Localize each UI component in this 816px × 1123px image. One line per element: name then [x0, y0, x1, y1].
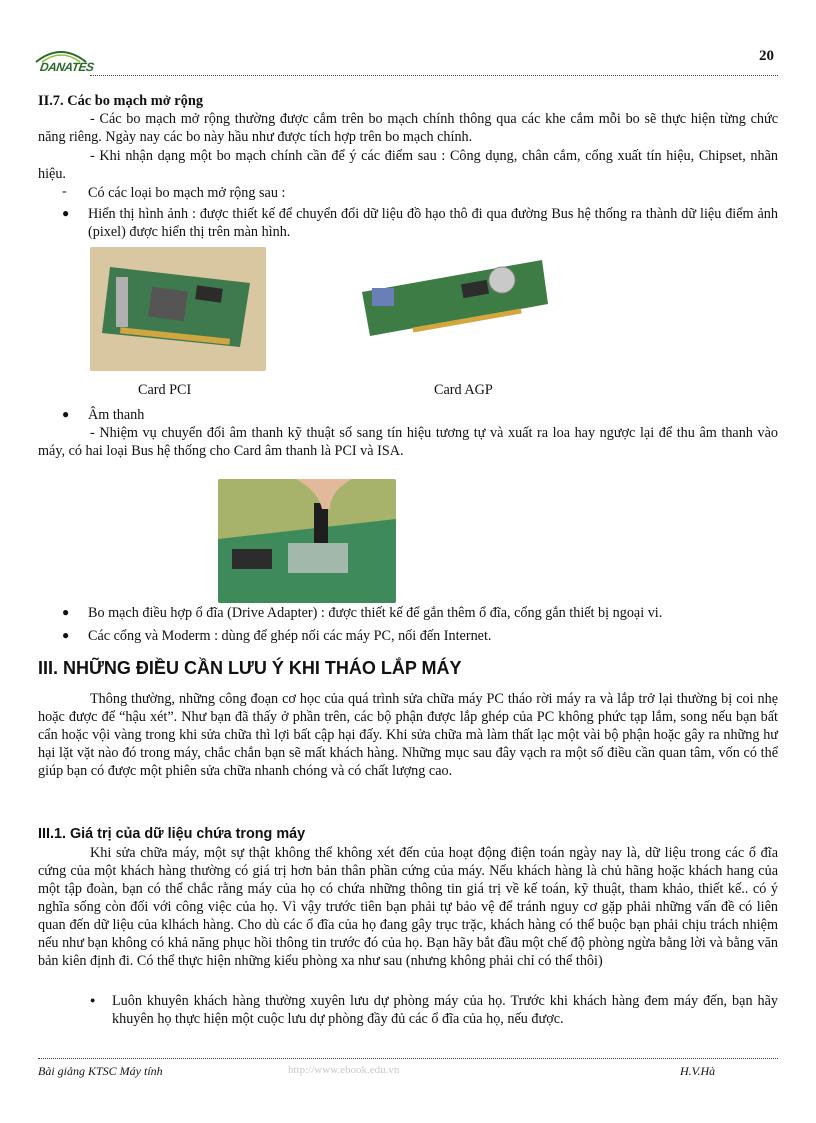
- footer-author: H.V.Hà: [680, 1064, 716, 1078]
- agp-card-icon: [352, 252, 552, 344]
- sound-card-icon: [218, 479, 396, 603]
- caption-card-pci: Card PCI: [138, 382, 192, 398]
- bullet-drive-adapter: Bo mạch điều hợp ổ đĩa (Drive Adapter) : được thiết kế để gắn thêm ổ đĩa, cổng gắn thiết bị ngoại vi.: [88, 605, 663, 621]
- paragraph-ii7-2: - Khi nhận dạng một bo mạch chính cần để ý các điểm sau : Công dụng, chân cắm, cổng xuất tín hiệu, Chipset, nhãn hiệu.: [38, 148, 778, 182]
- paragraph-sound: - Nhiệm vụ chuyển đổi âm thanh kỹ thuật số sang tín hiệu tương tự và xuất ra loa hay ngược lại để thu âm thanh vào máy, có hai loại Bus hệ thống cho Card âm thanh là PCI và ISA.: [38, 425, 778, 459]
- bullet-icon: ●: [62, 206, 70, 220]
- logo-text: DANATES: [39, 60, 95, 74]
- bullet-display: Hiển thị hình ảnh : được thiết kế để chuyển đổi dữ liệu đồ hạo thô đi qua đường Bus hệ thống ra thành dữ liệu điểm ảnh (pixel) được hiển thị trên màn hình.: [88, 206, 778, 240]
- danates-logo: [28, 46, 94, 80]
- paragraph-iii1-1: Khi sửa chữa máy, một sự thật không thể không xét đến của hoạt động điện toán ngày nay là, dữ liệu trong các ổ đĩa cứng của một khách hàng thường có giá trị hơn bản thân phần cứng của máy. Nếu khách hàng là chủ hãng hoặc khách hang của một tập đoàn, bạn có thể chắc rằng máy của họ có chứa những thông tin giá trị về kế toán, kỹ thuật, tham khảo, thiết kế.. có ý nghĩa sống còn đối với công việc của họ. Vì vậy trước tiên bạn phải tự bảo vệ để tránh nguy cơ gặp phải những vấn đề có liên quan đến dữ liệu của klhách hàng. Cho dù các ổ đĩa của họ đang gây trục trặc, khách hàng có thể buộc bạn phải chịu trách nhiệm nếu như bạn không có khả năng phục hồi thông tin trước đó của họ. Bạn hãy bắt đầu một chế độ phòng ngừa bằng lời và bằng văn bản kiên định đi. Có thể thực hiện những kiểu phòng xa như sau (nhưng không phải chỉ có thể thôi): [38, 845, 778, 969]
- bullet-icon: ●: [62, 628, 70, 642]
- footer-course-title: Bài giảng KTSC Máy tính: [38, 1064, 163, 1078]
- section-title-ii7: II.7. Các bo mạch mở rộng: [38, 93, 204, 109]
- bullet-backup: Luôn khuyên khách hàng thường xuyên lưu dự phòng máy của họ. Trước khi khách hàng đem máy đến, bạn hãy khuyên họ thực hiện một cuộc lưu dự phòng đầy đủ các ổ đĩa của họ, nếu được.: [112, 993, 778, 1027]
- bullet-ports-modem: Các cổng và Moderm : dùng để ghép nối các máy PC, nối đến Internet.: [88, 628, 492, 644]
- bullet-sound: Âm thanh: [88, 407, 145, 423]
- card-agp-image: [352, 252, 552, 344]
- section-title-iii: III. NHỮNG ĐIỀU CẦN LƯU Ý KHI THÁO LẮP MÁY: [38, 658, 462, 678]
- card-pci-image: [90, 247, 266, 371]
- pci-card-icon: [90, 247, 266, 371]
- paragraph-iii-1: Thông thường, những công đoạn cơ học của quá trình sửa chữa máy PC tháo rời máy ra và lắp trở lại thường bị coi nhẹ hoặc được để “hậu xét”. Như bạn đã thấy ở phần trên, các bộ phận được lắp ghép của PC không phức tạp lắm, song nếu bạn bất cẩn hoặc vội vàng trong khi sửa chữa thì lợi bất cập hại đấy. Khi sửa chữa mà làm thất lạc một vài bộ phận hoặc gây ra những hư hại lặt vặt nào đó trong máy, chắc chắn bạn sẽ mất khách hàng. Những mục sau đây vạch ra một số điều cần quan tâm, vốn có thể giúp bạn có được một phiên sửa chữa nhanh chóng và có chất lượng cao.: [38, 691, 778, 779]
- footer-divider: [38, 1058, 778, 1059]
- bullet-icon: ●: [62, 407, 70, 421]
- page-number: 20: [759, 48, 774, 64]
- dash-line: Có các loại bo mạch mở rộng sau :: [88, 185, 286, 201]
- bullet-icon: ●: [90, 995, 96, 1005]
- footer-url: http://www.ebook.edu.vn: [288, 1064, 400, 1076]
- bullet-icon: ●: [62, 605, 70, 619]
- caption-card-agp: Card AGP: [434, 382, 493, 398]
- sound-card-image: [218, 479, 396, 603]
- section-title-iii1: III.1. Giá trị của dữ liệu chứa trong máy: [38, 826, 306, 842]
- header-divider: [90, 75, 778, 76]
- paragraph-ii7-1: - Các bo mạch mở rộng thường được cắm trên bo mạch chính thông qua các khe cắm mỗi bo sẽ thực hiện từng chức năng riêng. Ngày nay các bo này hầu như được tích hợp trên bo mạch chính.: [38, 111, 778, 145]
- dash-marker: -: [62, 184, 67, 199]
